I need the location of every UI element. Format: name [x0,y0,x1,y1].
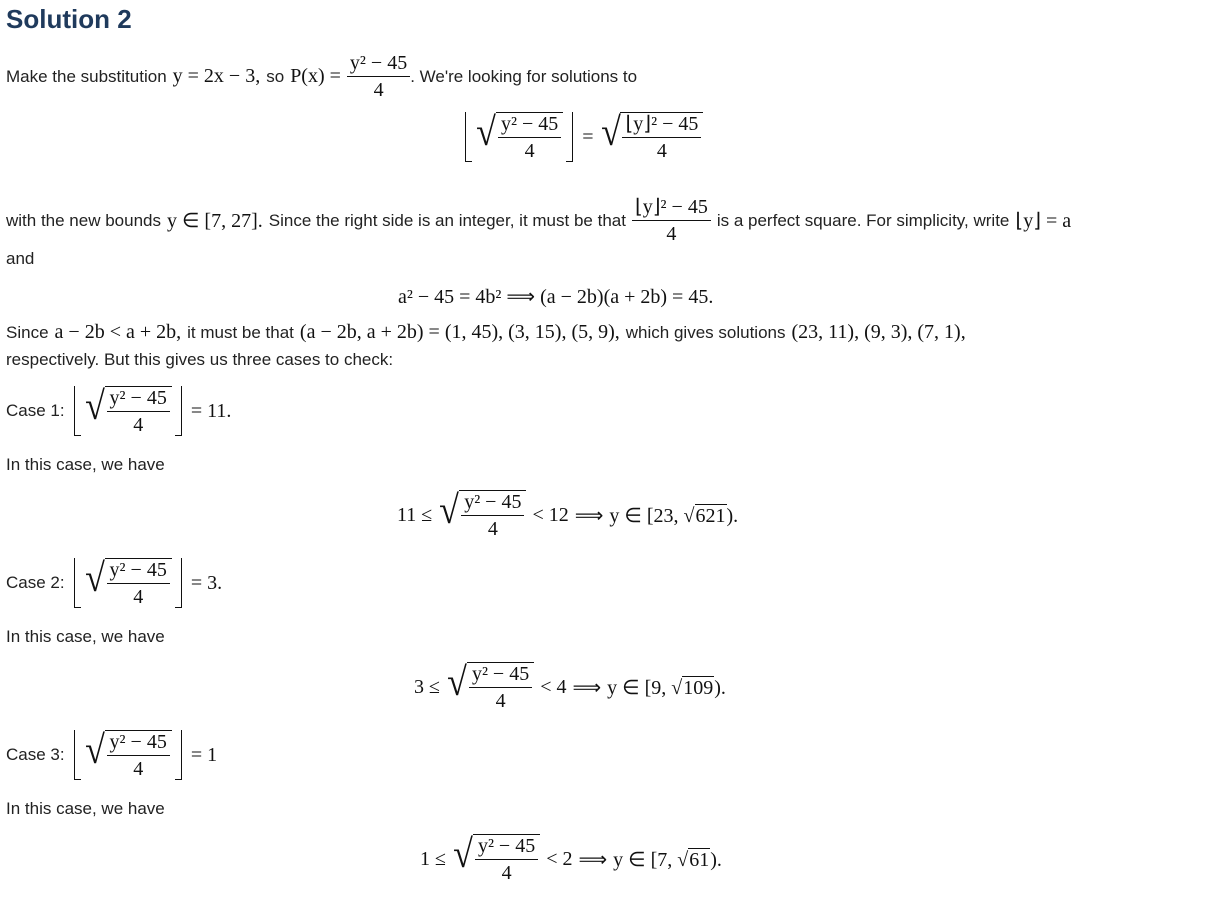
and-word: and [6,249,35,268]
page-title: Solution 2 [6,4,132,34]
floor-equation [462,109,703,162]
case-hi: < 4 [540,675,567,698]
interval-pre: y ∈ [9, [607,676,667,699]
interval-pre: y ∈ [23, [609,504,679,527]
case-den: 4 [501,862,512,884]
radical-icon: √ [84,555,105,600]
radical-icon: √ [447,659,467,704]
bounds-pre: with the new bounds [6,210,161,230]
square-fraction [632,196,711,245]
radical-icon: √ [453,831,473,876]
implies-icon: ⟹ [572,676,602,699]
p-of-x: P(x) = [290,65,341,87]
case-num: y² − 45 [475,835,538,860]
case-lo: 3 ≤ [414,675,440,698]
case-interval: y ∈ [7, √61). [613,848,722,871]
interval-post: ). [710,848,722,871]
case-lo: 1 ≤ [420,847,446,870]
case-interval: y ∈ [23, √621). [609,504,739,527]
equals-sign: = [582,125,594,148]
case-num: y² − 45 [469,663,532,688]
case-den: 4 [133,414,144,436]
case-rhs: = 1 [190,743,218,766]
rhs-den: 4 [656,140,667,162]
case-rhs: = 11. [190,399,232,422]
case-1-header [6,383,232,436]
rhs-num: ⌊y⌋² − 45 [622,113,701,138]
solutions-eq: (23, 11), (9, 3), (7, 1), [791,321,966,343]
write-eq: ⌊y⌋ = a [1015,210,1072,232]
gives-word: which gives solutions [625,322,786,342]
interval-pre: y ∈ [7, [613,848,673,871]
case-num: y² − 45 [107,559,170,584]
pairs-mid: it must be that [187,322,294,342]
lhs-den: 4 [524,140,535,162]
interval-post: ). [726,504,739,527]
p-fraction [347,52,410,101]
bounds-post: is a perfect square. For simplicity, write [716,210,1010,230]
case-intro: In this case, we have [6,455,165,474]
case-den: 4 [487,518,498,540]
case-floor [71,555,185,608]
substitution-eq: y = 2x − 3, [172,65,261,87]
square-fraction-den: 4 [666,223,677,245]
case-hi: < 12 [532,503,569,526]
case-den: 4 [495,690,506,712]
intro-sentence [6,52,637,101]
ineq: a − 2b < a + 2b, [54,321,182,343]
interval-root: 109 [683,676,714,699]
case-floor [71,383,185,436]
case-num: y² − 45 [461,491,524,516]
radical-icon: √ [439,487,460,532]
case-2-header [6,555,223,608]
case-num: y² − 45 [107,731,170,756]
respectively-line: respectively. But this gives us three cases to check: [6,350,394,369]
case-3-header [6,727,218,780]
p-fraction-den: 4 [373,79,384,101]
case-hi: < 2 [546,847,573,870]
implies-icon: ⟹ [578,848,608,871]
case-num: y² − 45 [107,387,170,412]
case-interval: y ∈ [9, √109). [607,676,726,699]
pairs-eq: (a − 2b, a + 2b) = (1, 45), (3, 15), (5, 9), [299,321,620,343]
bounds-sentence [6,196,1071,245]
case-label: Case 3: [6,745,65,764]
pairs-sentence [6,321,966,344]
bounds-mid: Since the right side is an integer, it must be that [268,210,626,230]
lhs-num: y² − 45 [498,113,561,138]
since-word: Since [6,322,49,342]
sqrt-lhs [475,109,563,162]
case-rhs: = 3. [190,571,223,594]
case-1-result [397,487,739,540]
implies-icon: ⟹ [574,504,604,527]
radical-icon: √ [476,109,496,154]
square-fraction-num: ⌊y⌋² − 45 [632,196,711,221]
case-den: 4 [133,586,144,608]
intro-so: so [266,66,285,86]
case-floor [71,727,185,780]
case-den: 4 [133,758,144,780]
case-intro: In this case, we have [6,799,165,818]
case-label: Case 1: [6,401,65,420]
p-fraction-num: y² − 45 [347,52,410,77]
factor-equation: a² − 45 = 4b² ⟹ (a − 2b)(a + 2b) = 45. [398,286,714,308]
bounds-eq: y ∈ [7, 27]. [167,210,263,232]
interval-root: 61 [689,848,710,871]
interval-root: 621 [695,504,726,527]
case-lo: 11 ≤ [397,503,433,526]
radical-icon: √ [84,727,105,772]
interval-post: ). [714,676,726,699]
case-label: Case 2: [6,573,65,592]
case-2-result [414,659,726,712]
floor-lhs [462,109,576,162]
radical-icon: √ [600,109,621,154]
intro-post: . We're looking for solutions to [410,66,638,86]
case-3-result [420,831,722,884]
intro-pre: Make the substitution [6,66,167,86]
case-intro: In this case, we have [6,627,165,646]
sqrt-rhs [600,109,704,162]
radical-icon: √ [84,383,105,428]
